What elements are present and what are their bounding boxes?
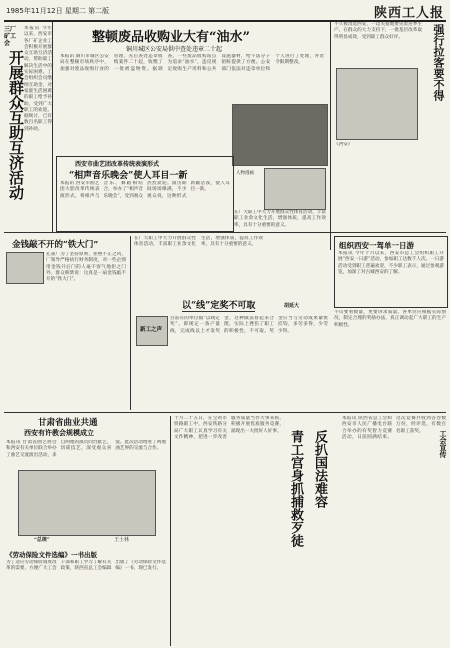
sketch-caption: “总统” xyxy=(34,537,50,543)
cartoon-body: 在广大职工中大力开展群众性体育活动，丰富职工业余文化生活，增强体质，提高工作效率，具有十分重要的意义。 xyxy=(234,210,326,228)
inset-label: 新工之声 xyxy=(140,327,163,333)
left-body: 本报讯 今年以来，西安市各厂矿企业工会积极开展群众互助互济活动，帮助职工解决生活中的实际困难。工会组织会员缴纳互助金，对家庭生活困难的职工给予补助，受到广大职工的欢迎。据统计，已有数百名职工得到补助。 xyxy=(24,26,52,132)
section-rule xyxy=(4,232,446,233)
inset-illustration xyxy=(136,316,168,346)
rescue-headline: 青工宫身抓捕救歹徒 xyxy=(288,430,303,547)
cartoon-label: 人物漫画 xyxy=(236,171,254,176)
cartoon-section xyxy=(234,168,328,230)
tour-headline: 组织西安一驾单一日游 xyxy=(339,241,414,250)
right-mid-body: 不仅要看数量，更要讲求质量。各单位应根据实际情况，制定合理的奖励办法，真正调动起广大职工的生产积极性。 xyxy=(334,310,446,328)
page-header xyxy=(4,2,446,22)
opera-headline: 甘肃省曲业共通 xyxy=(38,418,98,428)
mid-article-text xyxy=(134,236,330,294)
commentary-story xyxy=(134,298,330,410)
bottom-right-story xyxy=(342,416,446,646)
opera-body: 本报讯 甘肃省曲艺协会和西安有关单位联合举办了曲艺交流演出活动，来自两地的演员同台献艺，切磋技艺，深受观众喜爱。此次活动增进了两地曲艺界的交流与合作。 xyxy=(6,440,166,458)
portrait-illustration xyxy=(6,252,44,284)
top-subhead: 铜川城区公安局供中查处违章二十起 xyxy=(126,46,223,53)
mid-article-body: 在广大职工中大力开展群众性体育活动，丰富职工业余文化生活，增强体质，提高工作效率，具有十分重要的意义。 xyxy=(134,236,263,248)
iron-gate-headline: 金钱敲不开的“铁大门” xyxy=(12,240,99,250)
right-top-vertical-headline: 强行拉客要不得 xyxy=(432,24,445,101)
book-story xyxy=(4,550,168,646)
vertical-headlines xyxy=(286,430,338,630)
column-rule xyxy=(170,416,171,646)
bottom-center-body: 十月二十五日，在宝鸡市铁路职工中，西安铁路分局广大职工认真学习有关文件精神，把进一步改善服务质量当作大事来抓，积极开展优质服务竞赛，涌现出一大批好人好事。 xyxy=(174,416,284,440)
cartoon-illustration xyxy=(264,168,326,210)
iron-gate-body: 孔雀厂为了坚持原则，拒绝不正之风，厂领导严格执行财务制度，对一些企图用金钱开后门的人毫不客气地拒之门外。群众称赞说：这真是一扇金钱敲不开的“铁大门”。 xyxy=(46,252,126,283)
section-rule xyxy=(4,412,446,413)
photo-illustration xyxy=(336,68,418,140)
left-kicker: 三厂矿工会 xyxy=(4,26,17,47)
masthead: 陕西工人报 xyxy=(373,6,444,21)
issue-date: 1985年11月12日 星期二 第二版 xyxy=(6,7,110,15)
law-headline: 反扒国法难容 xyxy=(312,430,327,508)
sketch-author: 王士林 xyxy=(114,537,130,543)
commentary-body: 目前有的单位搞“以线定奖”，即规定一条产量线，完成线以上才发奖金。这种做法看起来合理，实际上挫伤了职工的积极性，不可取。奖金应当与劳动成果紧密挂钩，多劳多得，少劳少得。 xyxy=(170,316,328,334)
quyi-story xyxy=(56,156,234,232)
bottom-right-body: 本报讯 陕西省总工会和西安市人民广播电台联合举办的有奖智力竞赛活动，日前圆满结束。这次竞赛共收到答卷数万份，经评选，有数百名职工获奖。 xyxy=(342,416,446,440)
right-top-body: 不久被改选西安，一边关爱地要见着连季生产。在群众的大力支持下，一批基层改革取得明显成效，受到职工群众好评。 xyxy=(334,22,422,40)
news-photo xyxy=(232,104,328,166)
tour-body: 本报讯 今年十月以来，西安市总工会组织职工开展“西安一日游”活动，参加职工达数千人次。一日游活动受到职工普遍欢迎，不少职工表示，通过参观游览，加深了对古城西安的了解。 xyxy=(338,251,444,275)
top-headline: 整顿废品收购业大有“油水” xyxy=(92,30,250,45)
column-rule xyxy=(52,22,53,232)
column-rule xyxy=(130,236,131,410)
left-story xyxy=(4,24,52,229)
sketch-illustration xyxy=(18,470,156,536)
book-headline: 《劳动保险文件选编》一书出版 xyxy=(6,551,97,559)
union-vertical-label: 工会宣传 xyxy=(439,430,448,458)
top-body: 本报讯 铜川市城区公安局在整顿市场秩序中，加强对废品收购行业的管理，先后查处违章收购案件二十起，收缴了一批被盗物资。据调查，一些废品收购站点为追求“油水”，违反规定收购生产用料和公共设施器材，给不法分子销赃提供了方便。公安部门依法对违章单位和个人进行了处理，并责令限期整改。 xyxy=(60,54,324,72)
commentary-headline: 以“线”定奖不可取 xyxy=(182,298,255,312)
quyi-kicker: 西安市曲艺团改革传统表演形式 xyxy=(75,161,160,168)
column-rule xyxy=(330,22,331,250)
right-top-story xyxy=(334,22,446,232)
book-body: 为了适应劳动保险制度改革的需要，方便广大工会干部和职工学习了解有关政策，陕西省总工会编辑出版了《劳动保险文件选编》一书，现已发行。 xyxy=(6,560,166,572)
bottom-center-story xyxy=(174,416,284,646)
opera-subhead: 西安有许教会规模成立 xyxy=(24,428,94,437)
tour-story xyxy=(334,236,448,308)
quyi-headline: “相声音乐晚会”使人耳目一新 xyxy=(69,171,188,181)
iron-gate-story xyxy=(4,236,128,410)
commentary-author: 胡延大 xyxy=(284,303,300,309)
right-mid-story xyxy=(334,310,446,410)
left-headline: 开展群众互助互济活动 xyxy=(7,50,25,200)
opera-story xyxy=(4,416,168,546)
quyi-body: 本报讯 西安市曲艺团大胆改革传统表演形式，将相声与音乐、舞蹈相结合，举办了“相声音乐晚会”，受到观众热烈欢迎。演出期间场场爆满，不少观众说，这种形式新颖活泼，使人耳目一新。 xyxy=(60,181,230,199)
right-top-caption: 《西安》 xyxy=(334,142,353,147)
